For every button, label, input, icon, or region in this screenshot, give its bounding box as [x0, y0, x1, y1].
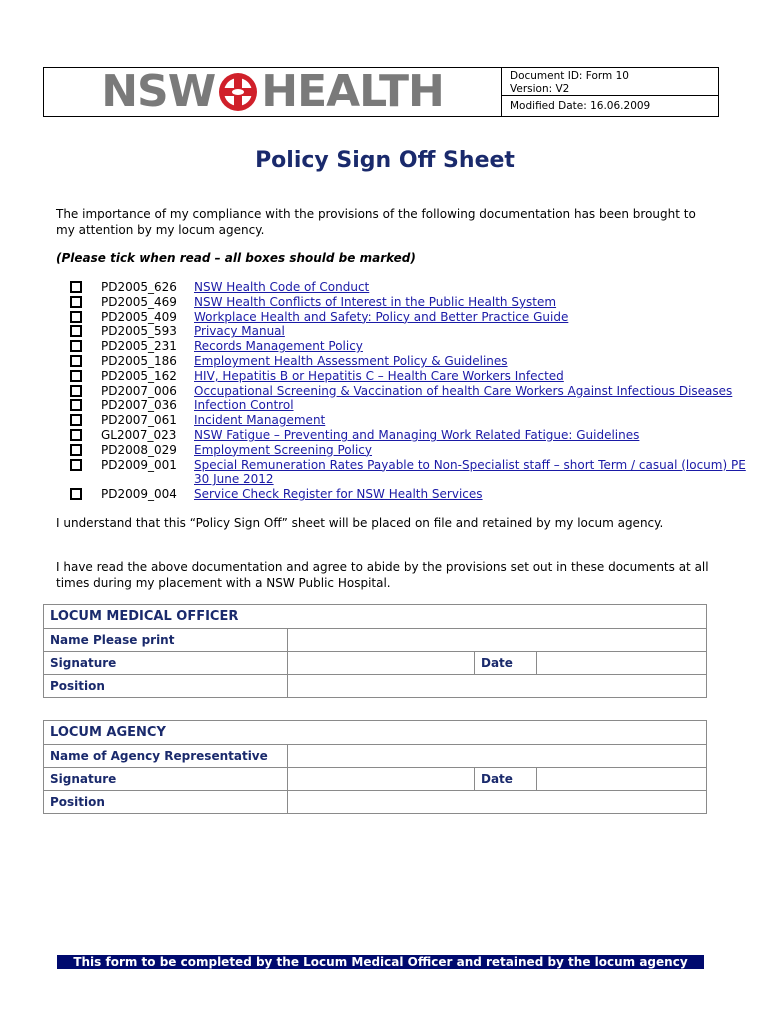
policy-checkbox[interactable]: [70, 459, 82, 471]
policy-code: PD2005_469: [101, 294, 177, 309]
document-id: Document ID: Form 10: [510, 70, 629, 82]
intro-paragraph: The importance of my compliance with the provisions of the following documentation has been brought to my attention by my locum agency.: [56, 207, 696, 237]
policy-link[interactable]: NSW Health Conflicts of Interest in the Public Health System: [194, 294, 557, 309]
policy-code: GL2007_023: [101, 427, 177, 442]
agency-signature-label: Signature: [44, 768, 288, 791]
agency-position-label: Position: [44, 791, 288, 814]
policy-code: PD2005_231: [101, 339, 177, 354]
waratah-emblem-icon: [217, 71, 259, 113]
policy-link[interactable]: Employment Screening Policy: [194, 442, 373, 457]
policy-link[interactable]: HIV, Hepatitis B or Hepatitis C – Health Care Workers Infected: [194, 368, 564, 383]
policy-checkbox[interactable]: [70, 444, 82, 456]
officer-signature-label: Signature: [44, 652, 288, 675]
policy-code: PD2007_061: [101, 413, 177, 428]
agency-date-label: Date: [475, 768, 537, 791]
document-version: Version: V2: [510, 83, 570, 95]
policy-row: [66, 413, 746, 428]
policy-checklist: [66, 280, 746, 502]
policy-checkbox[interactable]: [70, 340, 82, 352]
locum-agency-title: LOCUM AGENCY: [44, 721, 707, 745]
policy-code: PD2005_409: [101, 309, 177, 324]
policy-checkbox[interactable]: [70, 385, 82, 397]
policy-link[interactable]: Workplace Health and Safety: Policy and Better Practice Guide: [194, 309, 569, 324]
locum-officer-title: LOCUM MEDICAL OFFICER: [44, 605, 707, 629]
policy-checkbox[interactable]: [70, 311, 82, 323]
policy-code: PD2005_186: [101, 353, 177, 368]
policy-checkbox[interactable]: [70, 414, 82, 426]
policy-row: [66, 280, 746, 295]
officer-name-field[interactable]: [288, 629, 707, 652]
officer-position-label: Position: [44, 675, 288, 698]
policy-row: [66, 384, 746, 399]
understand-paragraph: I understand that this “Policy Sign Off” sheet will be placed on file and retained by my locum agency.: [56, 516, 664, 530]
logo-text-nsw: NSW: [101, 66, 216, 117]
officer-position-field[interactable]: [288, 675, 707, 698]
tick-instruction: (Please tick when read – all boxes should be marked): [56, 251, 416, 265]
policy-code: PD2007_006: [101, 383, 177, 398]
policy-row: [66, 369, 746, 384]
agency-signature-field[interactable]: [288, 768, 475, 791]
agency-date-field[interactable]: [537, 768, 707, 791]
policy-link[interactable]: Occupational Screening & Vaccination of health Care Workers Against Infectious Diseases: [194, 383, 733, 398]
modified-date: Modified Date: 16.06.2009: [510, 100, 651, 112]
policy-link[interactable]: Infection Control: [194, 398, 294, 413]
locum-officer-table: [43, 604, 707, 698]
footer-notice: This form to be completed by the Locum Medical Officer and retained by the locum agency: [57, 955, 704, 969]
officer-signature-field[interactable]: [288, 652, 475, 675]
policy-row: [66, 458, 746, 488]
officer-date-label: Date: [475, 652, 537, 675]
policy-checkbox[interactable]: [70, 355, 82, 367]
agency-name-label: Name of Agency Representative: [44, 745, 288, 768]
policy-checkbox[interactable]: [70, 429, 82, 441]
officer-date-field[interactable]: [537, 652, 707, 675]
policy-link[interactable]: Incident Management: [194, 413, 326, 428]
agree-paragraph: I have read the above documentation and agree to abide by the provisions set out in these documents at all times during my placement with a NSW Public Hospital.: [56, 560, 709, 590]
policy-checkbox[interactable]: [70, 399, 82, 411]
policy-checkbox[interactable]: [70, 488, 82, 500]
policy-link[interactable]: NSW Health Code of Conduct: [194, 280, 370, 294]
policy-link[interactable]: Employment Health Assessment Policy & Guidelines: [194, 353, 508, 368]
officer-name-label: Name Please print: [44, 629, 288, 652]
policy-row: [66, 443, 746, 458]
policy-link[interactable]: NSW Fatigue – Preventing and Managing Work Related Fatigue: Guidelines: [194, 427, 640, 442]
policy-row: [66, 398, 746, 413]
policy-code: PD2009_004: [101, 487, 177, 502]
policy-row: [66, 310, 746, 325]
policy-code: PD2008_029: [101, 442, 177, 457]
page-title: Policy Sign Off Sheet: [255, 148, 515, 173]
policy-row: [66, 324, 746, 339]
policy-code: PD2009_001: [101, 457, 177, 472]
policy-row: [66, 354, 746, 369]
policy-code: PD2005_626: [101, 280, 177, 294]
policy-checkbox[interactable]: [70, 370, 82, 382]
policy-checkbox[interactable]: [70, 296, 82, 308]
agency-position-field[interactable]: [288, 791, 707, 814]
policy-link[interactable]: [194, 458, 746, 488]
policy-link[interactable]: Records Management Policy: [194, 339, 363, 354]
logo-text-health: HEALTH: [261, 66, 444, 117]
policy-checkbox[interactable]: [70, 325, 82, 337]
policy-checkbox[interactable]: [70, 281, 82, 293]
policy-code: PD2005_162: [101, 368, 177, 383]
policy-code: PD2005_593: [101, 324, 177, 339]
policy-code: PD2007_036: [101, 398, 177, 413]
policy-link-line-2: 30 June 2012: [194, 472, 274, 487]
policy-link[interactable]: Privacy Manual: [194, 324, 285, 339]
locum-agency-table: [43, 720, 707, 814]
document-header: [43, 67, 719, 117]
policy-link-line-1: Special Remuneration Rates Payable to Non-Specialist staff – short Term / casual (locum) PE: [194, 457, 746, 472]
nsw-health-logo: [44, 68, 502, 116]
policy-row: [66, 339, 746, 354]
document-meta: [502, 68, 718, 116]
policy-row: [66, 487, 746, 502]
policy-link[interactable]: Service Check Register for NSW Health Services: [194, 487, 483, 502]
agency-name-field[interactable]: [288, 745, 707, 768]
policy-row: [66, 295, 746, 310]
policy-row: [66, 428, 746, 443]
